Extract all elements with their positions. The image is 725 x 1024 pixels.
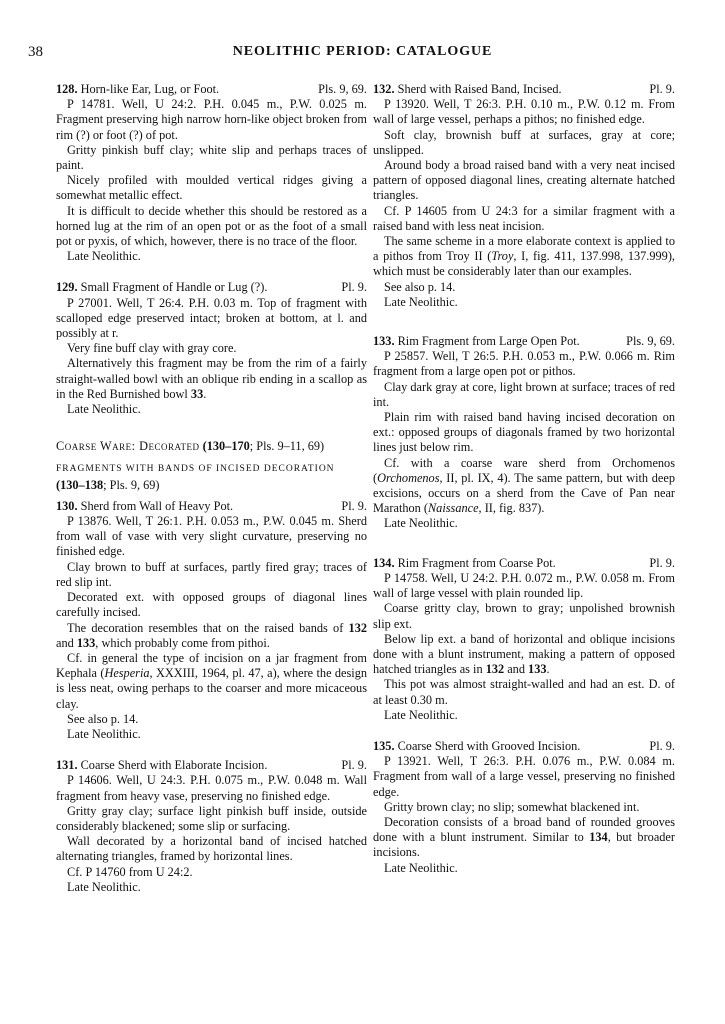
text-run: and: [56, 635, 77, 650]
entry-paragraph: P 25857. Well, T 26:5. P.H. 0.053 m., P.W. 0.066 m. Rim fragment from a large open pot or pithos.: [373, 349, 675, 379]
page-number: 38: [28, 44, 43, 60]
entry-number: 132.: [373, 82, 395, 96]
entry-paragraph: Soft clay, brownish buff at surfaces, gray at core; unslipped.: [373, 127, 675, 157]
entry-heading: [373, 82, 675, 97]
text-run: Alternatively this fragment may be from the rim of a fairly straight-walled bowl with an oblique rib ending in a scallop as in the Red Burnished bowl: [56, 356, 367, 401]
page-header: [28, 44, 697, 64]
entry-title: Rim Fragment from Coarse Pot.: [397, 555, 556, 570]
entry-paragraph: P 13920. Well, T 26:3. P.H. 0.10 m., P.W. 0.12 m. From wall of large vessel, perhaps a pithos; no finished edge.: [373, 97, 675, 127]
entry-paragraph: Nicely profiled with moulded vertical ridges giving a somewhat metallic effect.: [56, 173, 367, 203]
entry-paragraph: This pot was almost straight-walled and had an est. D. of at least 0.30 m.: [373, 677, 675, 707]
entry-paragraph: P 13921. Well, T 26:3. P.H. 0.076 m., P.W. 0.084 m. Fragment from wall of a large vessel, preserving no finished edge.: [373, 754, 675, 799]
entry-paragraph: [373, 456, 675, 517]
plate-reference: Pl. 9.: [341, 758, 367, 773]
entry-paragraph: P 27001. Well, T 26:4. P.H. 0.03 m. Top of fragment with scalloped edge preserved intact; broken at bottom, at l. and possibly at r.: [56, 295, 367, 341]
plate-reference: Pl. 9.: [649, 82, 675, 96]
catalogue-entry-135: [373, 739, 675, 876]
entry-number: 129.: [56, 280, 78, 295]
plate-reference: Pl. 9.: [649, 555, 675, 570]
entry-paragraph: Clay brown to buff at surfaces, partly fired gray; traces of red slip int.: [56, 559, 367, 589]
catalogue-entry-133: [373, 334, 675, 532]
text-run: , which probably come from pithoi.: [95, 635, 270, 650]
entry-paragraph: [56, 651, 367, 712]
text-run: , II, fig. 837).: [478, 501, 545, 516]
entry-title: Coarse Sherd with Grooved Incision.: [397, 738, 581, 753]
plate-reference: Pl. 9.: [341, 498, 367, 513]
text-run: and: [504, 662, 529, 677]
text-run: , XXXIII, 1964, pl. 47, a), where the design is less neat, owing perhaps to the coarser and more micaceous clay.: [56, 666, 367, 711]
entry-heading: [373, 739, 675, 754]
entry-paragraph: Gritty gray clay; surface light pinkish buff inside, outside considerably blackened; some slip or surfacing.: [56, 803, 367, 833]
entry-title: Horn-like Ear, Lug, or Foot.: [80, 82, 220, 96]
text-run: , I, fig. 411, 137.998, 137.999), which must be considerably later than our examples.: [373, 249, 675, 279]
catalogue-entry-128: [56, 82, 367, 264]
entry-paragraph: [373, 632, 675, 678]
entry-paragraph: Gritty pinkish buff clay; white slip and perhaps traces of paint.: [56, 142, 367, 173]
entry-title: Coarse Sherd with Elaborate Incision.: [80, 758, 268, 773]
entry-heading: [56, 82, 367, 97]
entry-paragraph: [56, 621, 367, 651]
cross-reference: 133: [76, 635, 96, 650]
cross-reference: 132: [485, 662, 505, 677]
section-plates: ; Pls. 9–11, 69): [249, 439, 325, 454]
section-label: Coarse Ware: Decorated: [56, 439, 200, 454]
entry-heading: [56, 280, 367, 295]
entry-heading: [56, 758, 367, 773]
cross-reference: 132: [348, 620, 367, 635]
entry-paragraph: P 14606. Well, U 24:3. P.H. 0.075 m., P.W. 0.048 m. Wall fragment from heavy vase, preserving no finished edge.: [56, 773, 367, 803]
entry-paragraph: Cf. P 14760 from U 24:2.: [67, 864, 193, 879]
running-head: NEOLITHIC PERIOD: CATALOGUE: [232, 44, 493, 59]
plate-reference: Pl. 9.: [649, 738, 675, 753]
citation-title: Orchomenos: [377, 470, 440, 485]
cross-reference: 133: [528, 662, 547, 677]
entry-paragraph: [56, 356, 367, 402]
text-run: The decoration resembles that on the raised bands of: [67, 620, 349, 635]
entry-title: Small Fragment of Handle or Lug (?).: [80, 280, 268, 295]
entry-paragraph: Clay dark gray at core, light brown at surface; traces of red int.: [373, 379, 675, 409]
left-column: [56, 82, 367, 911]
catalogue-entry-132: [373, 82, 675, 310]
entry-paragraph: It is difficult to decide whether this should be restored as a horned lug at the rim of an open pot or as the foot of a small pot or pyxis, of which, however, there is no trace of the floor.: [56, 203, 367, 249]
entry-paragraph: Plain rim with raised band having incised decoration on ext.: opposed groups of diagonals framed by two horizontal lines just below rim.: [373, 410, 675, 455]
section-range: (130–170: [202, 439, 250, 454]
text-run: Cf. with a coarse ware sherd from Orchomenos (: [373, 455, 675, 485]
section-heading: [56, 439, 367, 454]
text-run: The same scheme in a more elaborate context is applied to a pithos from Troy II (: [373, 234, 675, 264]
entry-paragraph: P 14758. Well, U 24:2. P.H. 0.072 m., P.W. 0.058 m. From wall of large vessel with plain rounded lip.: [373, 570, 675, 601]
catalogue-entry-130: [56, 499, 367, 742]
entry-paragraph: Gritty brown clay; no slip; somewhat blackened int.: [384, 799, 640, 814]
entry-paragraph: See also p. 14.: [384, 279, 456, 294]
entry-period: Late Neolithic.: [384, 294, 458, 309]
right-column: [373, 82, 675, 892]
subsection-range: (130–138: [56, 477, 104, 492]
entry-period: Late Neolithic.: [384, 707, 458, 722]
catalogue-entry-129: [56, 280, 367, 417]
catalogue-entry-131: [56, 758, 367, 895]
entry-number: 131.: [56, 758, 78, 773]
entry-paragraph: [373, 815, 675, 861]
text-run: , but broader incisions.: [373, 830, 675, 860]
entry-paragraph: Very fine buff clay with gray core.: [67, 341, 237, 356]
subsection-label: FRAGMENTS WITH BANDS OF INCISED DECORATION: [56, 464, 335, 475]
entry-paragraph: Around body a broad raised band with a very neat incised pattern of opposed diagonal lines, creating alternate hatched triangles.: [373, 158, 675, 203]
catalogue-entry-134: [373, 556, 675, 723]
text-run: Decoration consists of a broad band of rounded grooves done with a blunt instrument. Similar to: [373, 814, 675, 845]
subsection-range-line: [56, 478, 367, 493]
text-run: Cf. in general the type of incision on a jar fragment from Kephala (: [56, 650, 367, 681]
entry-period: Late Neolithic.: [67, 402, 141, 417]
entry-title: Sherd with Raised Band, Incised.: [397, 82, 562, 96]
text-run: , II, pl. IX, 4). The same pattern, but with deep excisions, occurs on a sherd from the Cave of Pan near Marathon (: [373, 470, 675, 516]
text-run: Below lip ext. a band of horizontal and oblique incisions done with a blunt instrument, making a pattern of opposed hatched triangles as in: [373, 631, 675, 677]
cross-reference: 134: [589, 830, 608, 845]
entry-period: Late Neolithic.: [67, 249, 141, 264]
entry-paragraph: See also p. 14.: [67, 711, 139, 726]
entry-number: 130.: [56, 498, 78, 513]
entry-paragraph: Cf. P 14605 from U 24:3 for a similar fragment with a raised band with less neat incision.: [373, 203, 675, 233]
citation-title: Naissance: [427, 501, 479, 516]
entry-number: 134.: [373, 555, 395, 570]
entry-heading: [373, 334, 675, 349]
text-run: .: [203, 386, 207, 401]
entry-number: 128.: [56, 82, 78, 96]
entry-paragraph: P 14781. Well, U 24:2. P.H. 0.045 m., P.W. 0.025 m. Fragment preserving high narrow horn-like object broken from rim (?) or foot (?) of pot.: [56, 97, 367, 142]
subsection-plates: ; Pls. 9, 69): [103, 477, 160, 492]
plate-reference: Pls. 9, 69.: [318, 82, 367, 96]
entry-number: 135.: [373, 738, 395, 753]
entry-title: Sherd from Wall of Heavy Pot.: [80, 498, 234, 513]
entry-paragraph: Decorated ext. with opposed groups of diagonal lines carefully incised.: [56, 590, 367, 620]
entry-period: Late Neolithic.: [67, 726, 141, 741]
text-run: .: [546, 662, 550, 677]
entry-paragraph: [373, 234, 675, 280]
cross-reference: 33: [190, 386, 204, 401]
entry-heading: [373, 556, 675, 571]
plate-reference: Pl. 9.: [341, 280, 367, 295]
entry-period: Late Neolithic.: [67, 879, 141, 894]
citation-title: Troy: [491, 249, 514, 264]
entry-heading: [56, 499, 367, 514]
entry-paragraph: P 13876. Well, T 26:1. P.H. 0.053 m., P.W. 0.045 m. Sherd from wall of vase with very slight curvature, preserving no finished edge.: [56, 514, 367, 559]
entry-title: Rim Fragment from Large Open Pot.: [397, 334, 580, 349]
entry-period: Late Neolithic.: [384, 516, 458, 531]
plate-reference: Pls. 9, 69.: [626, 334, 675, 349]
entry-period: Late Neolithic.: [384, 860, 458, 875]
entry-number: 133.: [373, 334, 395, 349]
entry-paragraph: Wall decorated by a horizontal band of incised hatched alternating triangles, framed by horizontal lines.: [56, 834, 367, 864]
citation-title: Hesperia: [104, 666, 150, 681]
entry-paragraph: Coarse gritty clay, brown to gray; unpolished brownish slip ext.: [373, 601, 675, 631]
